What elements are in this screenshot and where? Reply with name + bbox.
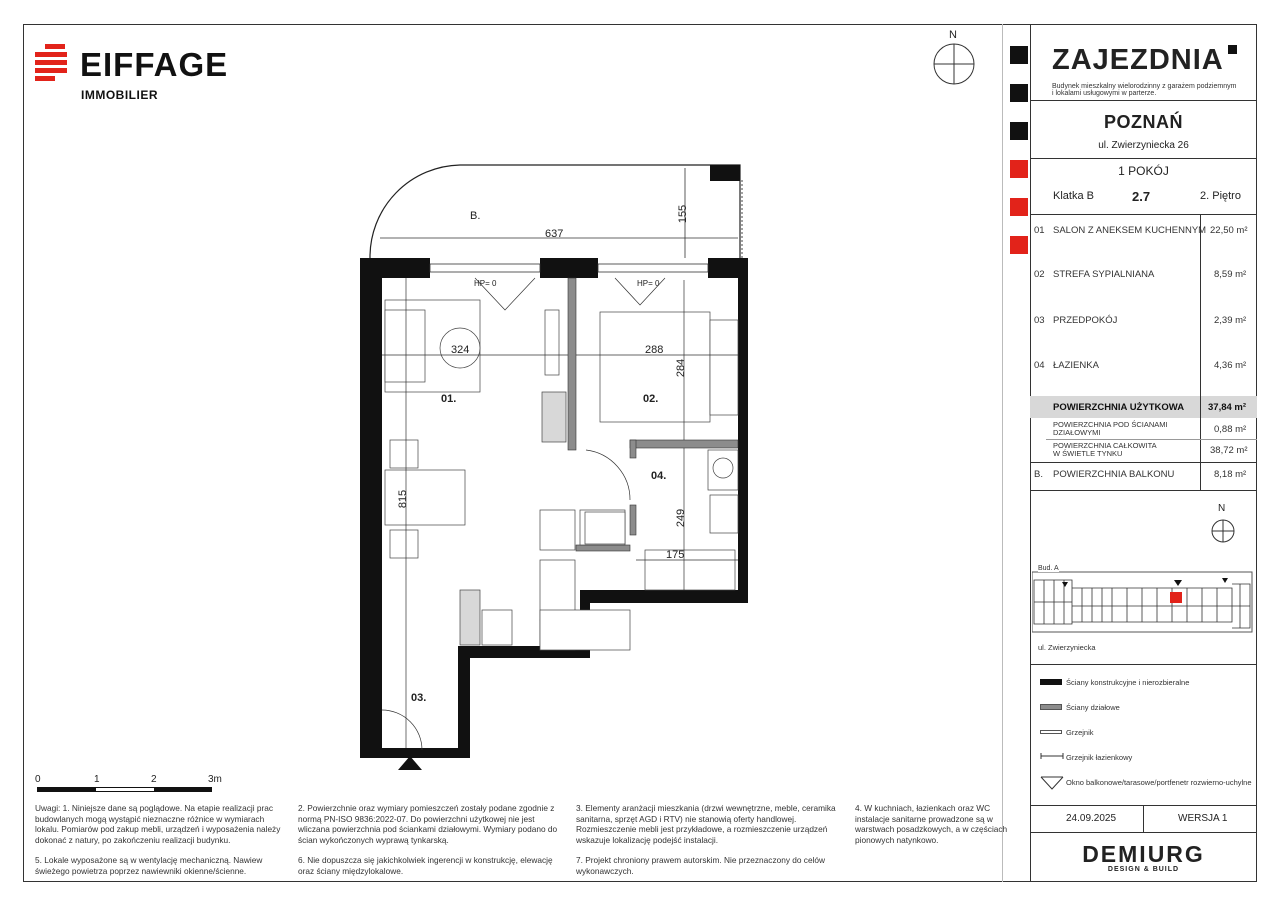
divider — [1030, 100, 1257, 101]
walls-area-label: POWIERZCHNIA POD ŚCIANAMI DZIAŁOWYMI — [1053, 420, 1168, 437]
panel-divider-inner — [1002, 24, 1003, 882]
note-4: 4. W kuchniach, łazienkach oraz WC instalacje sanitarne prowadzone są w warstwach posadzkowych, a w częściach pionowych natynkowo. — [855, 803, 1008, 845]
row-name: SALON Z ANEKSEM KUCHENNYM — [1053, 225, 1207, 236]
site-plan-street-label: ul. Zwierzyniecka — [1038, 643, 1096, 652]
divider — [1030, 214, 1257, 215]
legend-structural-wall-swatch — [1040, 679, 1062, 685]
divider — [1046, 439, 1257, 440]
note-1: Uwagi: 1. Niniejsze dane są poglądowe. Na etapie realizacji prac budowlanych mogą wystąpić nieznaczne różnice w wymiarach lokalu. Pomiarów pod zakup mebli, urządzeń i wyposażenia należy dokonać z natury, po zakończeniu realizacji budynku. — [35, 803, 281, 845]
row-name: ŁAZIENKA — [1053, 360, 1099, 371]
address: ul. Zwierzyniecka 26 — [1098, 140, 1189, 151]
scale-0: 0 — [35, 774, 41, 785]
scale-2: 2 — [151, 774, 157, 785]
usable-area-label: POWIERZCHNIA UŻYTKOWA — [1053, 402, 1185, 413]
project-title: ZAJEZDNIA — [1052, 44, 1224, 76]
walls-area-value: 0,88 m² — [1214, 424, 1247, 435]
balcony-no: B. — [1034, 469, 1043, 480]
dim-815: 815 — [397, 489, 410, 509]
divider — [1030, 664, 1257, 665]
legend-window-icon — [1040, 776, 1064, 790]
note-5: 5. Lokale wyposażone są w wentylację mechaniczną. Nawiew świeżego powietrza poprzez nawiewniki okienne/ścienne. — [35, 855, 263, 876]
total-area-value: 38,72 m² — [1210, 445, 1248, 456]
brand-name: EIFFAGE — [80, 46, 229, 83]
row-area: 22,50 m² — [1210, 225, 1248, 236]
dim-249: 249 — [675, 508, 688, 528]
room-04-label: 04. — [651, 470, 667, 482]
window-hp-1: HP= 0 — [474, 279, 497, 288]
note-6: 6. Nie dopuszcza się jakichkolwiek ingerencji w konstrukcję, elewację oraz ściany międzylokalowe. — [298, 855, 553, 876]
row-no: 03 — [1034, 315, 1045, 326]
compass-north-label: N — [949, 29, 957, 41]
balcony-value: 8,18 m² — [1214, 469, 1247, 480]
tab-mark — [1010, 198, 1028, 216]
unit-number: 2.7 — [1132, 189, 1151, 204]
floor-plan — [340, 150, 760, 780]
scale-1: 1 — [94, 774, 100, 785]
dim-288: 288 — [645, 344, 664, 356]
room-01-label: 01. — [441, 393, 457, 405]
stair-label: Klatka B — [1053, 190, 1094, 202]
note-7: 7. Projekt chroniony prawem autorskim. Nie przeznaczony do celów wykonawczych. — [576, 855, 826, 876]
dim-balcony-depth: 155 — [677, 204, 690, 224]
balcony-label: POWIERZCHNIA BALKONU — [1053, 469, 1175, 480]
legend-radiator-icon — [1040, 730, 1062, 734]
usable-area-value: 37,84 m² — [1208, 402, 1247, 413]
legend-bathroom-radiator-icon — [1040, 752, 1064, 760]
project-desc-2: i lokalami usługowymi w parterze. — [1052, 90, 1157, 97]
row-area: 8,59 m² — [1214, 269, 1247, 280]
row-no: 01 — [1034, 225, 1045, 236]
studio-sub: DESIGN & BUILD — [1107, 866, 1180, 873]
row-no: 02 — [1034, 269, 1045, 280]
legend-item: Okno balkonowe/tarasowe/portfenetr rozwierno-uchylne — [1066, 778, 1252, 787]
project-desc-1: Budynek mieszkalny wielorodzinny z garażem podziemnym — [1052, 83, 1237, 90]
eiffage-logo-icon — [35, 44, 71, 80]
note-3: 3. Elementy aranżacji mieszkania (drzwi wewnętrzne, meble, ceramika sanitarna, sprzęt AGD i RTV) nie stanowią oferty handlowej. Rozmieszczenie mebli jest przykładowe, a rozmieszczenie urządzeń wskazuje lokalizację podejść instalacji. — [576, 803, 836, 845]
total-area-label: POWIERZCHNIA CAŁKOWITA W ŚWIETLE TYNKU — [1053, 441, 1157, 458]
room-02-label: 02. — [643, 393, 659, 405]
brand-sub: IMMOBILIER — [81, 88, 158, 102]
row-name: PRZEDPOKÓJ — [1053, 315, 1118, 326]
legend-item: Grzejnik — [1066, 728, 1094, 737]
rooms-count: 1 POKÓJ — [1118, 164, 1169, 178]
balcony-label: B. — [470, 210, 481, 222]
tab-mark — [1010, 236, 1028, 254]
scale-3: 3m — [208, 774, 222, 785]
site-plan-building-label: Bud. A — [1038, 565, 1059, 572]
note-2: 2. Powierzchnie oraz wymiary pomieszczeń zostały podane zgodnie z normą PN-ISO 9836:2022-07. Do powierzchni użytkowej nie jest wliczana powierzchnia pod ściankami działowymi. Wymiary podano do ścian wykończonych wyprawą tynkarską. — [298, 803, 558, 845]
table-col-divider — [1200, 214, 1201, 490]
dim-175: 175 — [666, 549, 685, 561]
row-area: 4,36 m² — [1214, 360, 1247, 371]
tab-mark — [1010, 122, 1028, 140]
compass-small-north-label: N — [1218, 503, 1226, 514]
dim-284: 284 — [675, 358, 688, 378]
divider — [1143, 805, 1144, 832]
studio-name: DEMIURG — [1082, 841, 1205, 867]
city: POZNAŃ — [1104, 112, 1183, 132]
dim-324: 324 — [451, 344, 470, 356]
panel-divider — [1030, 24, 1031, 882]
site-plan-map — [1032, 562, 1254, 642]
issue-date: 24.09.2025 — [1066, 813, 1117, 824]
legend-item: Ściany konstrukcyjne i nierozbieralne — [1066, 678, 1190, 687]
table-col-divider — [1200, 396, 1201, 418]
scale-bar — [37, 787, 212, 792]
divider — [1030, 832, 1257, 833]
version: WERSJA 1 — [1178, 813, 1228, 824]
divider — [1030, 462, 1257, 463]
title-square-icon — [1228, 45, 1237, 54]
legend-partition-wall-swatch — [1040, 704, 1062, 710]
floor-label: 2. Piętro — [1200, 190, 1241, 202]
tab-mark — [1010, 84, 1028, 102]
dim-balcony-width: 637 — [545, 228, 564, 240]
tab-mark — [1010, 46, 1028, 64]
room-03-label: 03. — [411, 692, 427, 704]
tab-mark — [1010, 160, 1028, 178]
legend-item: Ściany działowe — [1066, 703, 1120, 712]
row-area: 2,39 m² — [1214, 315, 1247, 326]
row-no: 04 — [1034, 360, 1045, 371]
window-hp-2: HP= 0 — [637, 279, 660, 288]
legend-item: Grzejnik łazienkowy — [1066, 753, 1133, 762]
divider — [1030, 158, 1257, 159]
divider — [1030, 490, 1257, 491]
row-name: STREFA SYPIALNIANA — [1053, 269, 1155, 280]
